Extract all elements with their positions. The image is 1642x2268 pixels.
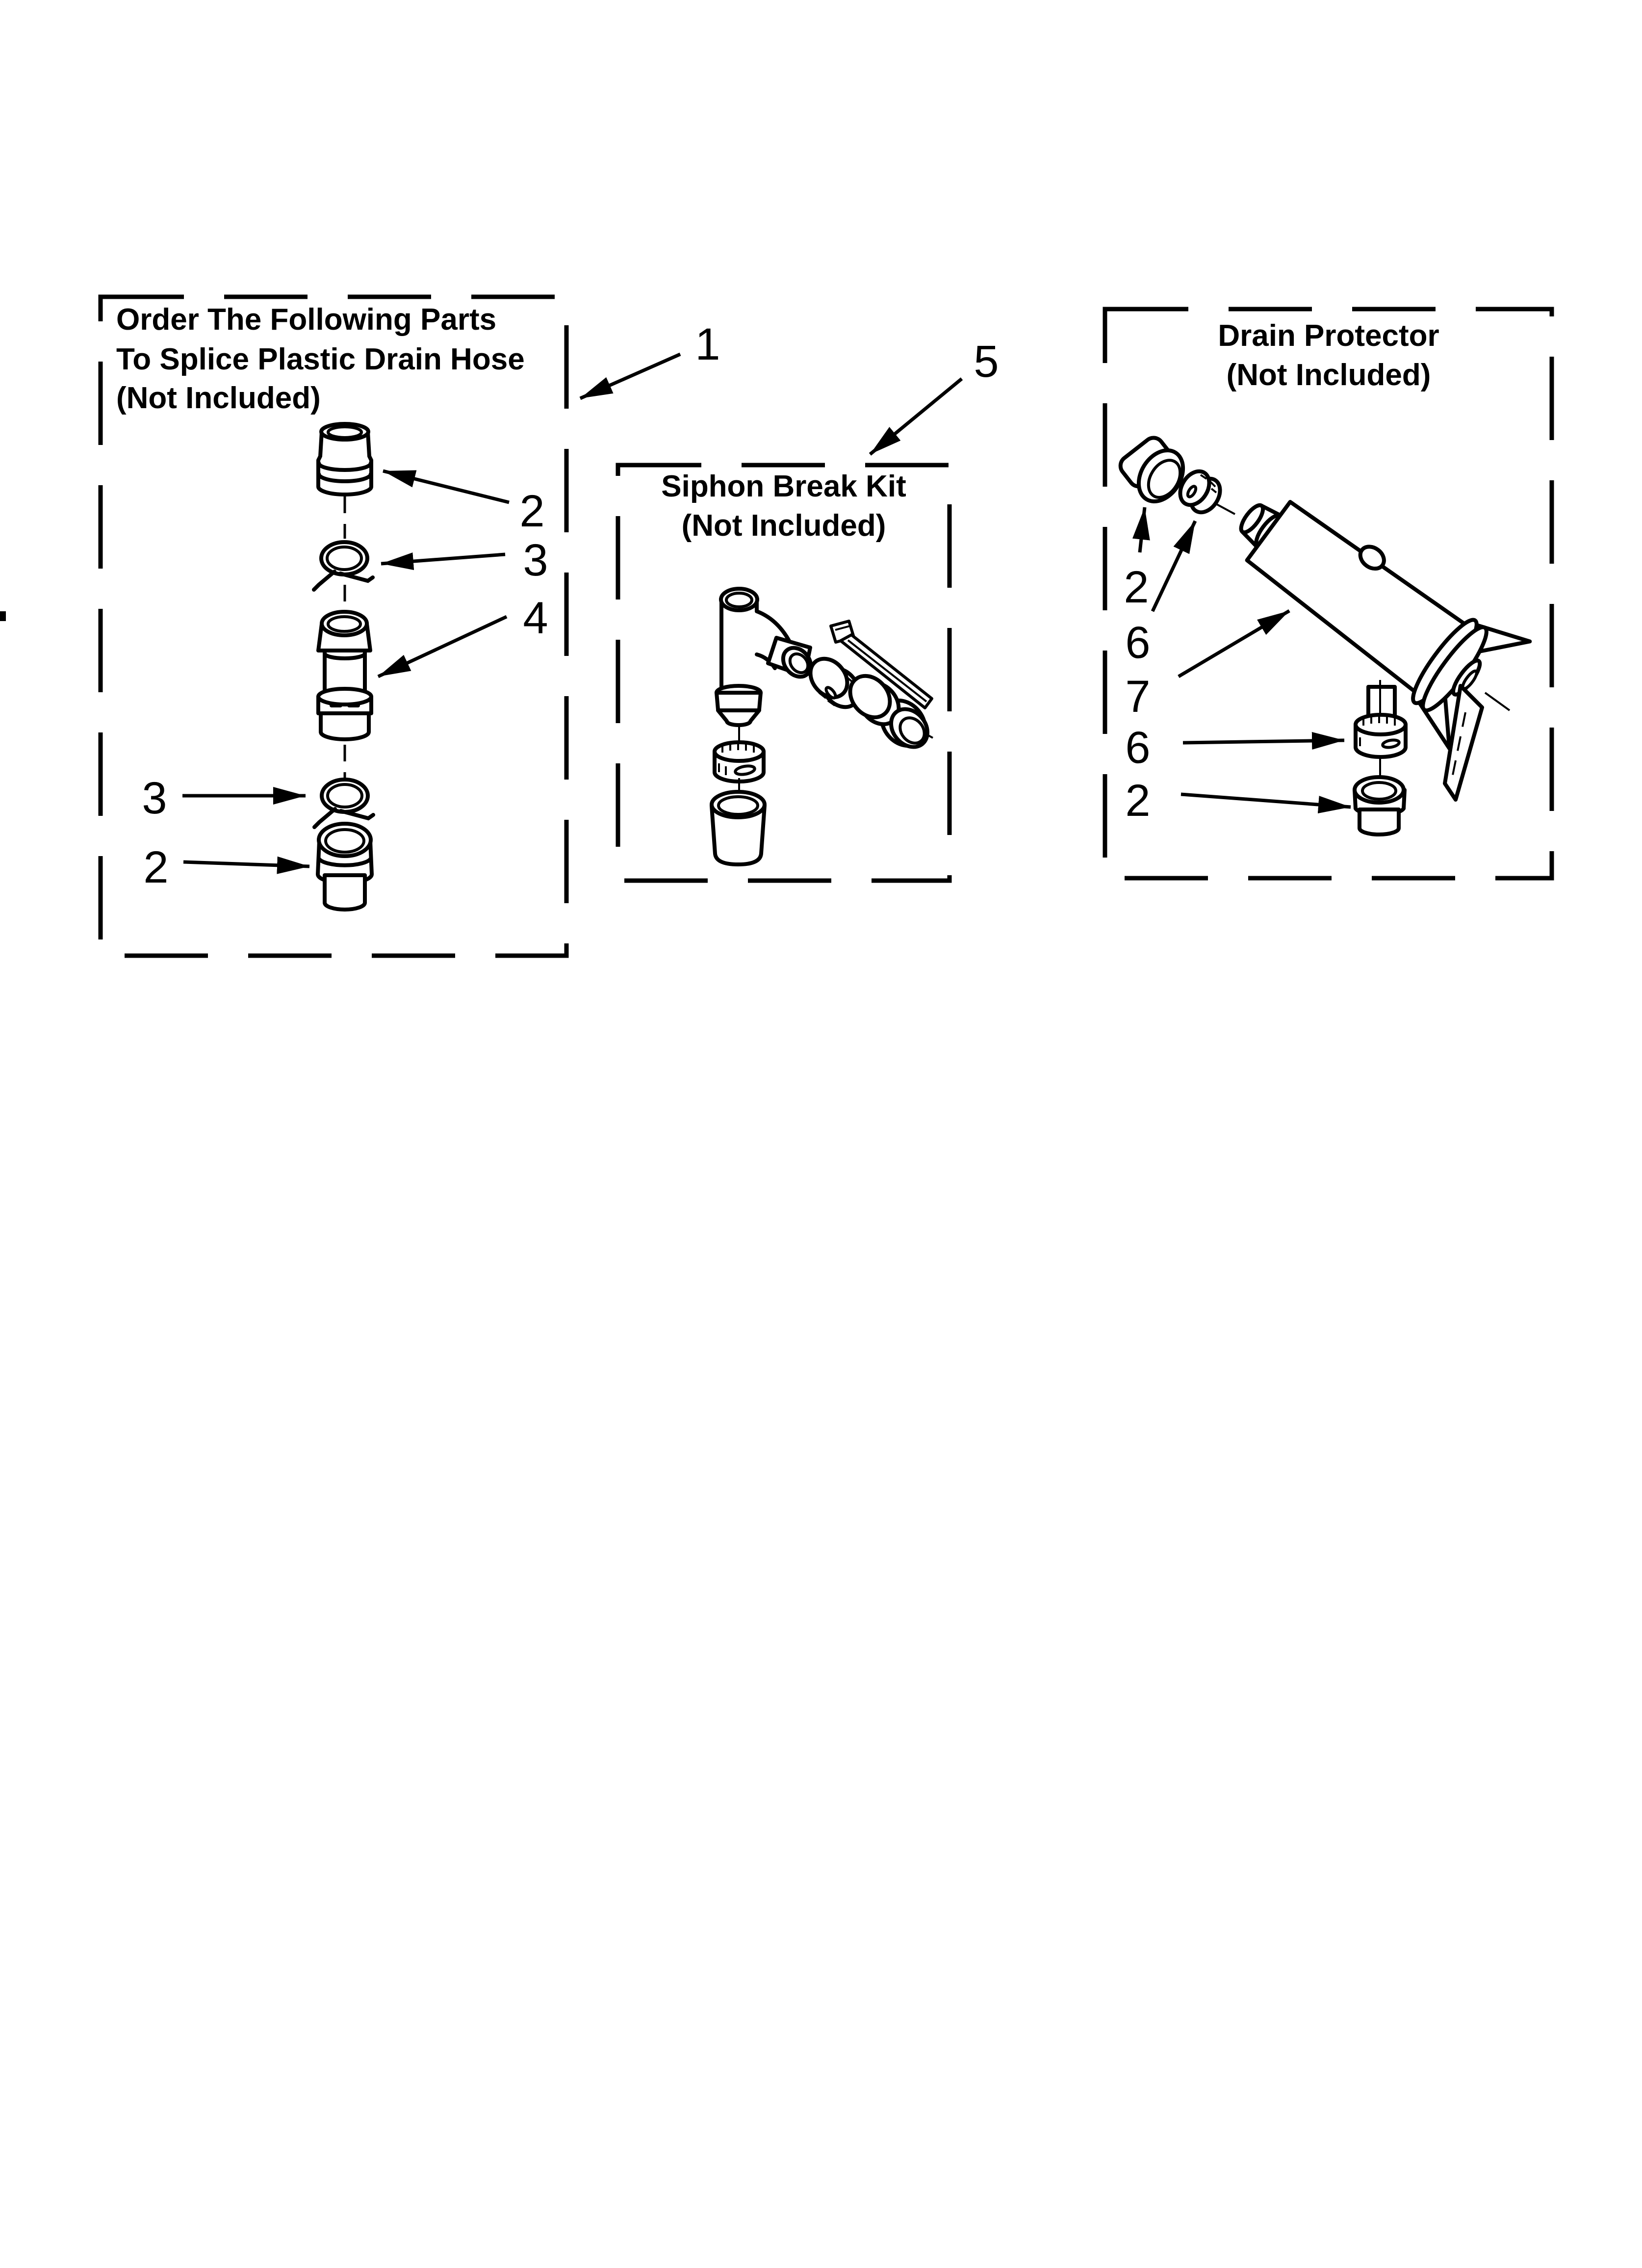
callout-1 (580, 319, 720, 398)
leader-arrow (1153, 521, 1195, 611)
splice-clamp-bottom (314, 780, 373, 827)
drain-box-title-line2: (Not Included) (1226, 358, 1431, 392)
callout-1-label: 1 (695, 319, 720, 369)
callout-4-label: 4 (523, 593, 548, 643)
siphon-cup (712, 792, 765, 864)
leader-arrow (1183, 740, 1344, 743)
page-edge-mark (0, 611, 6, 621)
callout-7-label: 7 (1125, 672, 1151, 722)
drain-protector-box (1105, 309, 1552, 878)
leader-arrow (383, 471, 509, 502)
drain-cup-bottom (1355, 777, 1405, 834)
leader-arrow (870, 379, 962, 454)
callout-3-top-label: 3 (523, 535, 548, 585)
leader-arrow (1179, 611, 1289, 677)
callout-2-drain-top-label: 2 (1124, 562, 1149, 612)
leader-arrow (1140, 507, 1145, 552)
callout-6-drain-top-label: 6 (1125, 618, 1151, 668)
splice-parts-box (101, 297, 566, 956)
callout-5-label: 5 (974, 337, 999, 387)
leader-arrow (580, 354, 680, 398)
splice-box-title-line1: Order The Following Parts (116, 303, 497, 337)
drain-protector-lever (1445, 686, 1482, 800)
drain-clamp-bottom (1356, 714, 1406, 757)
leader-arrow (378, 617, 507, 677)
callout-6-drain-bottom-label: 6 (1125, 723, 1151, 773)
leader-arrow (1181, 794, 1351, 807)
siphon-lower-clamp (715, 741, 764, 782)
siphon-box-title-line1: Siphon Break Kit (661, 469, 906, 503)
splice-coupling-top (318, 424, 371, 495)
siphon-elbow-coupling (842, 668, 935, 755)
drain-box-title-line1: Drain Protector (1218, 319, 1439, 353)
splice-coupling-bottom (318, 824, 372, 910)
splice-box-title-line3: (Not Included) (116, 381, 321, 415)
siphon-break-kit-box (618, 465, 949, 881)
splice-hose-connector (318, 612, 371, 739)
callout-5 (870, 337, 999, 454)
leader-arrow (183, 862, 309, 866)
siphon-pipe (717, 589, 817, 725)
callout-3-bottom-label: 3 (142, 773, 167, 823)
callout-2-top-label: 2 (519, 486, 545, 536)
leader-arrow (381, 554, 505, 564)
splice-clamp-top (314, 542, 373, 590)
callout-2-bottom-label: 2 (143, 842, 169, 892)
callout-2-drain-bottom-label: 2 (1125, 776, 1151, 826)
splice-box-title-line2: To Splice Plastic Drain Hose (116, 342, 525, 376)
siphon-box-title-line2: (Not Included) (681, 509, 886, 543)
